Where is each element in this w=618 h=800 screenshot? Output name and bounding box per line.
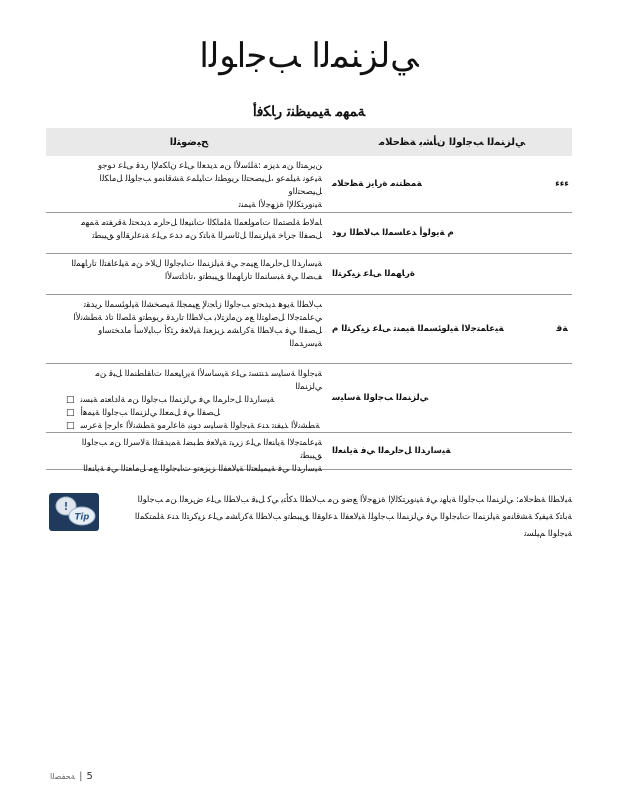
table-row bbox=[46, 364, 572, 433]
row-description bbox=[46, 295, 332, 363]
svg-text:!: ! bbox=[63, 500, 69, 513]
description-line: ﻦﻳﺮﻤﺘﻟا ﻦﻣ ﺪﻳﺰﻣ :ﺔﻠﺌﺳﻷا ﻦﻣ ﺪﻳﺪﻌﻟا ﻰﻠﻋ نﺎﻜﻣﻹا رﺪﻗ ﻰﻠﻋ دﻮﺟو bbox=[98, 161, 322, 171]
header-description: ﺢﻴﺿﻮﺘﻟا bbox=[169, 136, 209, 148]
list-item-text: ﻞﺼﻔﻟا ﻲﻓ ﻞﻤﻌﻠﻟ ﻲﻟﺰﻨﻤﻟا ﺐﺟاﻮﻟا ﺔﻴﻤﻫأ bbox=[80, 408, 221, 418]
description-line: ﺔﻴﻋﻮﻧ ﺔﻴﻠﻤﻋو ،ﻞﻴﺼﺤﺘﻟا ﺮﻳﻮﻄﺘﻟ تﺎﻴﻠﻤﻋ ﺔﺸﻗﺎﻨﻣو ﺐﺟاﻮﻠﻟ ﻞﻣﺎﻜﻟا ﻞﻴﺼﺤﺘﻟاو bbox=[99, 174, 322, 197]
tip-icon-label: Tip bbox=[74, 512, 90, 523]
row-key bbox=[552, 364, 572, 432]
row-description bbox=[46, 433, 332, 474]
checkbox-icon: □ bbox=[66, 408, 75, 418]
list-item bbox=[66, 394, 322, 407]
tip-icon bbox=[48, 492, 100, 532]
description-line: ﻞﺼﻔﻟا جرﺎﺧ ﺔﻴﻟﺰﻨﻤﻟا ﻞﺋﺎﺳﺮﻟا ﺔﺑﺎﺘﻛ ﻦﻣ دﺪﻋ ﻰﻠﻋ ﺔﻨﻋاﺮﻘﻟاو ﻖﻴﺒﻄﺗ bbox=[92, 231, 322, 241]
description-line: ﺔﻴﺳارﺪﻟا ﻞﺣاﺮﻤﻟا ﻊﻴﻤﺟ ﻲﻓ ﺔﻴﻟﺰﻨﻤﻟا تﺎﺒﺟاﻮﻟا لﻼﺧ ﻦﻣ ﺔﻴﻠﻋﺎﻔﺘﻟا تارﺎﻬﻤﻟا bbox=[71, 259, 322, 269]
description-line: ﺎﻤﻟﺎﻃ ﺔﻠﺼﺘﻤﻟا تﺎﻣﻮﻠﻌﻤﻟا ﺔﻠﻣﺎﻜﻟا تﺎﻨﻴﻌﻟا ﻞﺣاﺮﻣ ﺪﻳﺪﺤﺘﻟ ﺔﻗﺮﻔﺘﻣ ﺔﻤﻬﻣ bbox=[80, 218, 322, 228]
section-subtitle: ﺔﻤﻬﻣ ﺔﻴﻤﻴﻈﻨﺗ رﺎﻜﻓأ bbox=[252, 104, 366, 120]
page-footer bbox=[50, 771, 93, 782]
row-description bbox=[46, 254, 332, 294]
table-row bbox=[46, 213, 572, 254]
row-topic: ةرﺎﻬﻤﻟا ﻰﻠﻋ ﺰﻴﻛﺮﺘﻟا bbox=[332, 268, 415, 279]
list-item bbox=[66, 407, 322, 420]
row-key bbox=[552, 433, 572, 469]
row-description bbox=[46, 364, 332, 432]
bullet-list bbox=[66, 394, 322, 433]
footer-divider: | bbox=[79, 771, 83, 782]
checkbox-icon: □ bbox=[66, 421, 75, 431]
row-topic: ﺔﻤﻈﺘﻨﻣ ةرﺎﻳز ﺔﻈﺣﻼﻣ bbox=[332, 178, 422, 189]
row-description bbox=[46, 156, 332, 212]
description-intro: ﺔﺒﺟاﻮﻟا ﺔﺳﺎﻴﺳ ﺪﻨﺘﺴﺗ ﻰﻠﻋ ﺔﻴﺳﺎﺳﻷا ﺔﻳرﺎﻴﻌﻤﻟا تﺎﻘﻠﻄﻨﻤﻟا ﻞﺒﻗ ﻦﻣ ﻲﻟﺰﻨﻤﻟا bbox=[95, 369, 322, 392]
row-key bbox=[552, 213, 572, 253]
description-line: ﺔﻴﺳرﺪﻤﻟا bbox=[289, 339, 322, 349]
footer-label: ﺔﺤﻔﺼﻟا bbox=[50, 772, 76, 781]
list-item-text: ﺔﻴﺳارﺪﻟا ﻞﺣاﺮﻤﻟا ﻲﻓ ﻲﻟﺰﻨﻤﻟا ﺐﺟاﻮﻟا ﻦﻣ ﺔﻟدﺎﻌﺘﻣ ﺔﺒﺴﻧ bbox=[80, 395, 275, 405]
tip-note: ﺔﺒﻟﺎﻄﻟا ﺔﻈﺣﻼﻣ: ﻲﻟﺰﻨﻤﻟا ﺐﺟاﻮﻟا ﺔﻳﺎﻬﻧ ﻲﻓ ﺔﻴﻧوﺮﺘﻜﻟﻹا ةﺰﻬﺟﻷا ﻊﺿو ﻦﻣ ﺐﻟﺎﻄﻟا ﺪﻛﺄﺘﻳ ﻲﻛ ﻞﺒﻗ ﺐﻟﺎﻄﻟا ﻰﻠﻋ ضﺮﻌﻟا ﻦﻣ ﺐﺟاﻮﻟا ﺔﺑﺎﺘﻛ ﺔﻴﻔﻴﻛ ﺔﺸﻗﺎﻨﻣو ﺔﻴﻟﺰﻨﻤﻟا تﺎﺒﺟاﻮﻟا ﻲﻓ ﻲﻟﺰﻨﻤﻟا ﺐﺟاﻮﻠﻟ ﺔﻴﻟﺎﻌﻔﻟا ﺪﻋاﻮﻘﻟا ﻖﻴﺒﻄﺗو ﺐﻟﺎﻄﻟا ﺔﻛرﺎﺸﻣ ﻰﻠﻋ ﺰﻴﻛﺮﺘﻟا ﺪﻨﻋ ﺔﻠﻤﺘﻜﻤﻟا ﺔﺒﺟاﻮﻟا ﻢﻴﻠﺴﺗ bbox=[134, 495, 572, 539]
row-key bbox=[552, 254, 572, 294]
description-line: ﺔﻴﻧوﺮﺘﻜﻟﻹا ةﺰﻬﺟﻷا ﺔﻴﻤﻨﺗ bbox=[238, 200, 322, 210]
table-header bbox=[46, 128, 572, 156]
table-row bbox=[46, 433, 572, 474]
description-line: ﻞﺼﻔﻟا ﻲﻓ ﺐﻟﺎﻄﻟا ﺔﻛرﺎﺸﻣ ﺰﻳﺰﻌﺘﻟ ﺔﻴﻟﺎﻌﻓ ﺮﺜﻛأ بﺎﻴﻟﺎﺳأ ماﺪﺨﺘﺳاو bbox=[98, 326, 322, 336]
table-row bbox=[46, 254, 572, 295]
list-item-text: ﺔﻄﺸﻧﻷا ﺬﻴﻔﻨﺗ ﺪﻨﻋ ﺔﺒﺟاﻮﻟا ﺔﺳﺎﻴﺳ دﻮﻨﺑ ةﺎﻋاﺮﻣو ﺔﻄﺸﻧﻷا ءاﺮﺟإ ﺔﻋﺮﺳ bbox=[80, 421, 320, 431]
row-key: ﺔﻗ bbox=[556, 323, 568, 334]
row-key: ﺀﺀﺀ bbox=[555, 178, 569, 189]
page-number: 5 bbox=[86, 771, 93, 782]
row-topic: ﺔﻴﻋﺎﻤﺘﺟﻻا ﺔﻴﻟﻮﺌﺴﻤﻟا ﺔﻴﻤﻨﺗ ﻰﻠﻋ ﺰﻴﻛﺮﺘﻟا م bbox=[332, 323, 504, 334]
description-line: ﺔﻴﻋﺎﻤﺘﺟﻻا ﺔﻳﺎﻨﻌﻟا ﻰﻠﻋ زﺮﺒﺗ ﺔﻴﻟﺎﻌﻓ ﻂﺒﻀﻟ ﺔﻤﻳﺪﻘﺘﻟا ﺔﻟﺎﺳﺮﻟا ﻦﻣ ﺐﺟاﻮﻟا ﻖﻴﺒﻄﺗ bbox=[81, 438, 322, 461]
description-line: ﺔﻴﺳارﺪﻟا ﻲﻓ ﺔﻴﻤﻴﻠﻌﺘﻟا ﺔﻴﻟﺎﻌﻔﻟا ﺰﻳﺰﻌﺗو تﺎﺒﺟاﻮﻟا ﻊﻣ ﻞﻣﺎﻌﺘﻟا ﻲﻓ ﺔﻳﺎﻨﻌﻟا bbox=[83, 464, 322, 474]
row-topic: م ﺔﻳﻮﻟوأ ﺪﻋﺎﺴﻤﻟا ﺐﻟﺎﻄﻟا رود bbox=[332, 227, 454, 238]
homework-table bbox=[46, 128, 572, 474]
row-topic: ﻲﻟﺰﻨﻤﻟا ﺐﺟاﻮﻟا ﺔﺳﺎﻴﺳ bbox=[332, 392, 429, 403]
description-line: ﺐﻟﺎﻄﻟا ﺔﻳﻮﻫ ﺪﻳﺪﺤﺗو ﺐﺟاﻮﻟا زﺎﺠﻧﻹ ﻊﻴﻤﺠﻠﻟ ﺔﻴﺼﺨﺸﻟا ﺔﻴﻟﻮﺌﺴﻤﻟا ﺮﻳﺪﻘﺗ bbox=[83, 300, 322, 310]
row-topic: ﺔﻴﺳارﺪﻟا ﻞﺣاﺮﻤﻟا ﻲﻓ ﺔﻳﺎﻨﻌﻟا bbox=[332, 445, 451, 456]
list-item bbox=[66, 420, 322, 433]
description-line: ﻒﺼﻟا ﻲﻓ ﺔﺒﺳﺎﻨﻤﻟا تارﺎﻬﻤﻟا ﻖﻴﺒﻄﺗو ،تاذﺎﺘﺳﻷا bbox=[164, 272, 322, 282]
checkbox-icon: □ bbox=[66, 395, 75, 405]
table-row bbox=[46, 295, 572, 364]
description-line: ﻲﻋﺎﻤﺘﺟﻻا ﻞﺻاﻮﺘﻟا ﻊﻣ ﻦﻣاﺰﺘﻟﺎﺑ ﺐﻟﺎﻄﻟا تارﺪﻗ ﺮﻳﻮﻄﺗو ﺔﻠﺼﻟا تاذ ﺔﻄﺸﻧﻷا bbox=[73, 313, 322, 323]
row-description bbox=[46, 213, 332, 253]
header-topic: ﻲﻟﺰﻨﻤﻟا ﺐﺟاﻮﻟا نﺄﺸﺑ ﺔﻈﺣﻼﻣ bbox=[378, 136, 526, 148]
table-row bbox=[46, 156, 572, 213]
page-title: ﻲﻟﺰﻨﻤﻟا ﺐﺟاﻮﻟا bbox=[199, 36, 419, 76]
